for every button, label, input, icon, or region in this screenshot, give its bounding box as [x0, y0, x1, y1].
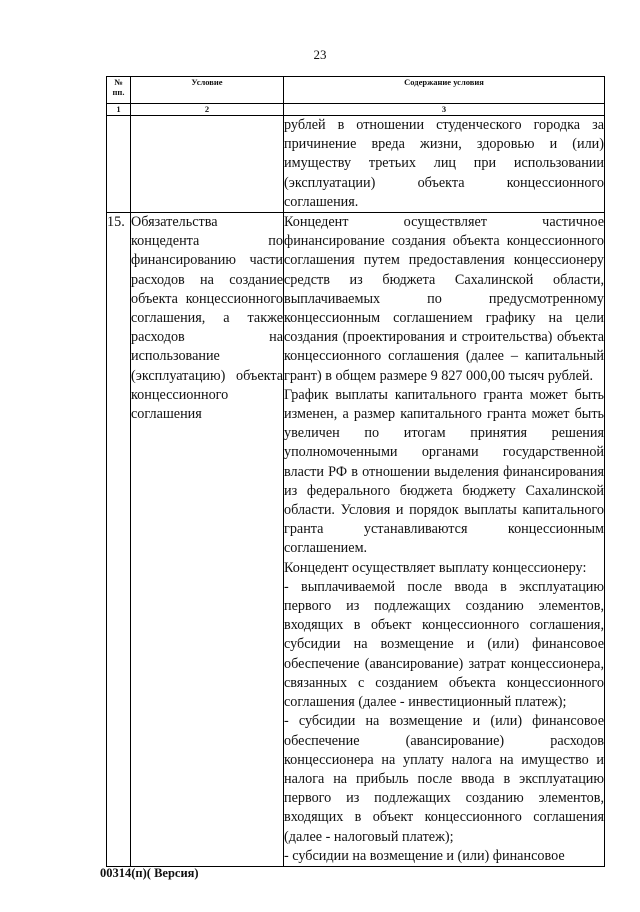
row-number: 15.	[107, 213, 131, 867]
table-header-row	[107, 77, 605, 104]
column-number-1: 1	[107, 104, 131, 116]
row-content	[284, 213, 605, 867]
content-paragraph: Концедент осуществляет частичное финансирование создания объекта концессионного соглашения путем предоставления концессионеру средств из бюджета Сахалинской области, выплачиваемых по предусмотренному концессионным соглашением графику на цели создания (проектирования и строительства) объекта концессионного соглашения (далее – капитальный грант) в общем размере 9 827 000,00 тысяч рублей.	[284, 214, 604, 384]
content-paragraph: - субсидии на возмещение и (или) финансовое	[284, 847, 565, 864]
table-row	[107, 213, 605, 867]
content-paragraph: Концедент осуществляет выплату концессионеру:	[284, 559, 587, 576]
page-number: 23	[313, 47, 327, 62]
header-condition: Условие	[131, 77, 284, 104]
column-number-3: 3	[284, 104, 605, 116]
content-paragraph: - выплачиваемой после ввода в эксплуатацию первого из подлежащих созданию элементов, входящих в объект концессионного соглашения, субсидии на возмещение и (или) финансовое обеспечение (авансирование) затрат концессионера, связанных с созданием объекта концессионного соглашения (далее - инвестиционный платеж);	[284, 578, 604, 711]
document-footer-code: 00314(п)( Версия)	[100, 866, 199, 880]
content-paragraph: - субсидии на возмещение и (или) финансовое обеспечение (авансирование) расходов концессионера на уплату налога на имущество и налога на прибыль после ввода в эксплуатацию первого из подлежащих созданию элементов, входящих в объект концессионного соглашения (далее - налоговый платеж);	[284, 713, 604, 845]
continuation-text: рублей в отношении студенческого городка за причинение вреда жизни, здоровью и (или) имуществу третьих лиц при использовании (эксплуатации) объекта концессионного соглашения.	[284, 116, 605, 213]
row-condition: Обязательства концедента по финансированию части расходов на создание объекта концессионного соглашения, а также расходов на использование (эксплуатацию) объекта концессионного соглашения	[131, 213, 284, 867]
continuation-empty-condition	[131, 116, 284, 213]
header-content: Содержание условия	[284, 77, 605, 104]
continuation-row	[107, 116, 605, 213]
conditions-table	[106, 76, 605, 867]
content-paragraph: График выплаты капитального гранта может быть изменен, а размер капитального гранта может быть увеличен по итогам принятия решения уполномоченными органами государственной власти РФ в отношении выделения финансирования из федерального бюджета бюджету Сахалинской области. Условия и порядок выплаты капитального гранта устанавливаются концессионным соглашением.	[284, 386, 604, 557]
column-number-row	[107, 104, 605, 116]
continuation-empty-number	[107, 116, 131, 213]
column-number-2: 2	[131, 104, 284, 116]
header-number: № пп.	[107, 77, 131, 104]
